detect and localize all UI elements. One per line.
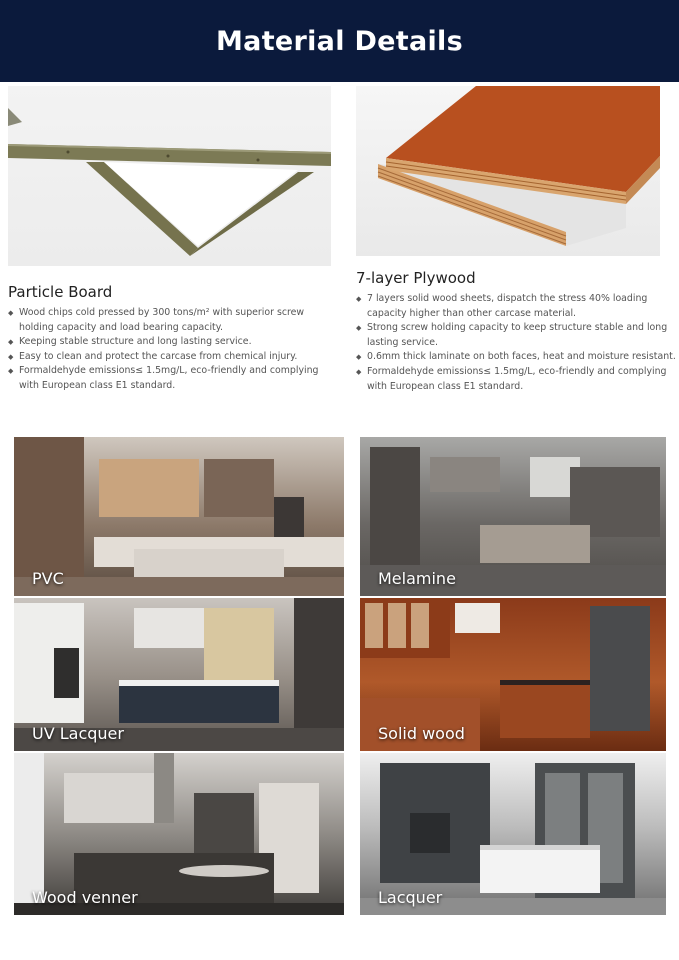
- feature-item: ◆ Strong screw holding capacity to keep structure stable and long lasting service.: [356, 321, 676, 350]
- finish-label: Solid wood: [378, 724, 465, 743]
- kitchen-photo-lacquer: [360, 753, 666, 915]
- feature-item: ◆ Easy to clean and protect the carcase from chemical injury.: [8, 350, 336, 365]
- finish-label: UV Lacquer: [32, 724, 124, 743]
- page-header: [0, 0, 679, 82]
- kitchen-photo-uv-lacquer: [14, 598, 344, 751]
- feature-item: ◆ 7 layers solid wood sheets, dispatch the stress 40% loading capacity higher than other carcase material.: [356, 292, 676, 321]
- page-title: Material Details: [216, 25, 463, 57]
- plywood-title: 7-layer Plywood: [356, 269, 476, 287]
- particle-board-features: [8, 306, 336, 394]
- plywood-features: [356, 292, 676, 394]
- finish-label: Melamine: [378, 569, 456, 588]
- kitchen-photo-solid-wood: [360, 598, 666, 751]
- feature-item: ◆ Wood chips cold pressed by 300 tons/m² with superior screw holding capacity and load bearing capacity.: [8, 306, 336, 335]
- kitchen-photo-wood-veneer: [14, 753, 344, 915]
- finish-label: Wood venner: [32, 888, 138, 907]
- kitchen-photo-melamine: [360, 437, 666, 596]
- kitchen-photo-pvc: [14, 437, 344, 596]
- feature-item: ◆ 0.6mm thick laminate on both faces, heat and moisture resistant.: [356, 350, 676, 365]
- feature-item: ◆ Formaldehyde emissions≤ 1.5mg/L, eco-friendly and complying with European class E1 standard.: [8, 364, 336, 393]
- feature-item: ◆ Formaldehyde emissions≤ 1.5mg/L, eco-friendly and complying with European class E1 standard.: [356, 365, 676, 394]
- finish-label: PVC: [32, 569, 64, 588]
- particle-board-title: Particle Board: [8, 283, 113, 301]
- plywood-photo: [356, 86, 660, 256]
- particle-board-photo: [8, 86, 331, 266]
- feature-item: ◆ Keeping stable structure and long lasting service.: [8, 335, 336, 350]
- finish-label: Lacquer: [378, 888, 443, 907]
